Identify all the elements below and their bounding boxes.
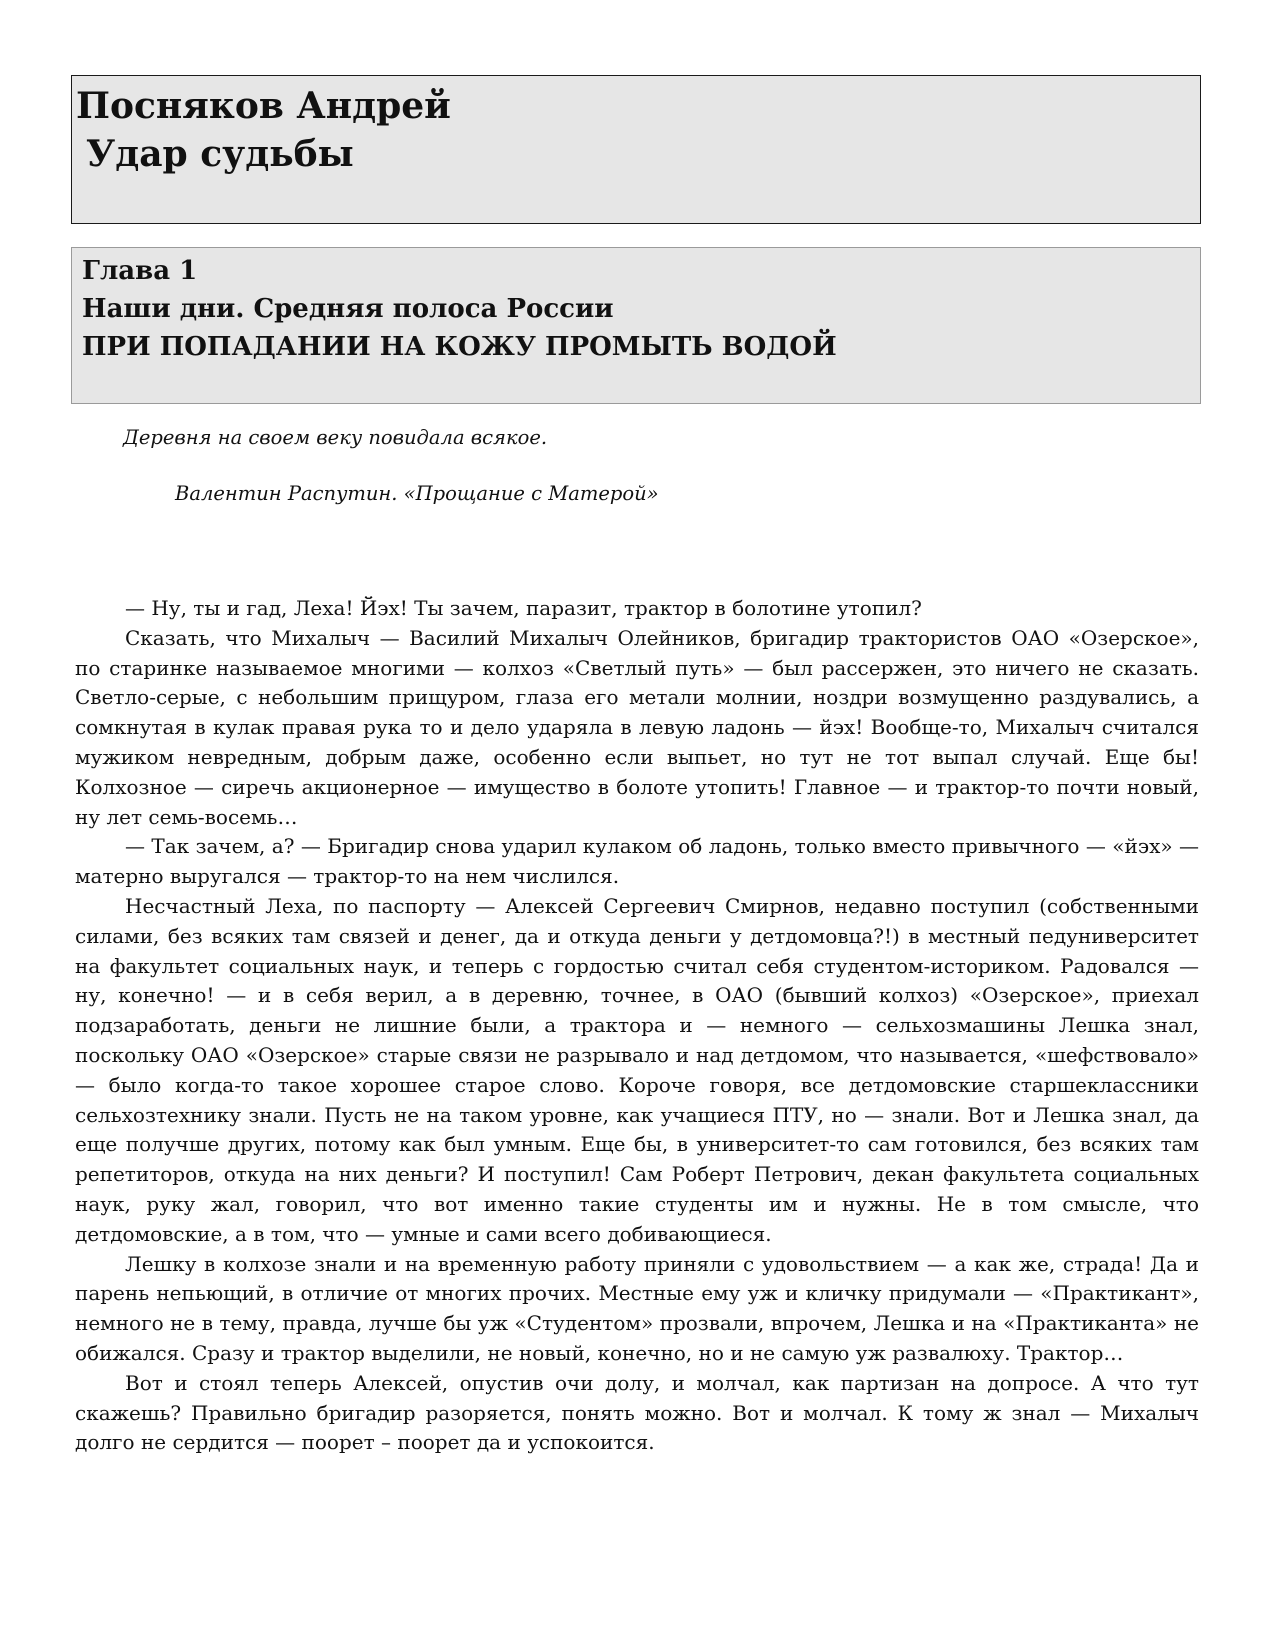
- paragraph: Несчастный Леха, по паспорту — Алексей Сергеевич Смирнов, недавно поступил (собственными силами, без всяких там связей и денег, да и откуда деньги у детдомовца?!) в местный педуниверситет на факультет социальных наук, и теперь с гордостью считал себя студентом-историком. Радовался — ну, конечно! — и в себя верил, а в деревню, точнее, в ОАО (бывший колхоз) «Озерское», приехал подзаработать, деньги не лишние были, а трактора и — немного — сельхозмашины Лешка знал, поскольку ОАО «Озерское» старые связи не разрывало и над детдомом, что называется, «шефствовало» — было когда-то такое хорошее старое слово. Короче говоря, все детдомовские старшеклассники сельхозтехнику знали. Пусть не на таком уровне, как учащиеся ПТУ, но — знали. Вот и Лешка знал, да еще получше других, потому как был умным. Еще бы, в университет-то сам готовился, без всяких там репетиторов, откуда на них деньги? И поступил! Сам Роберт Петрович, декан факультета социальных наук, руку жал, говорил, что вот именно такие студенты им и нужны. Не в том смысле, что детдомовские, а в том, что — умные и сами всего добивающиеся.: [75, 893, 1199, 1246]
- epigraph-quote: Деревня на своем веку повидала всякое.: [123, 426, 548, 449]
- chapter-heading-box: [71, 247, 1201, 404]
- chapter-subtitle: Наши дни. Средняя полоса России: [82, 294, 614, 324]
- paragraph: Вот и стоял теперь Алексей, опустив очи долу, и молчал, как партизан на допросе. А что тут скажешь? Правильно бригадир разоряется, понять можно. Вот и молчал. К тому ж знал — Михалыч долго не сердится — поорет – поорет да и успокоится.: [75, 1370, 1199, 1455]
- paragraph: Сказать, что Михалыч — Василий Михалыч Олейников, бригадир трактористов ОАО «Озерское», по старинке называемое многими — колхоз «Светлый путь» — был рассержен, это ничего не сказать. Светло-серые, с небольшим прищуром, глаза его метали молнии, ноздри возмущенно раздувались, а сомкнутая в кулак правая рука то и дело ударяла в левую ладонь — йэх! Вообще-то, Михалыч считался мужиком невредным, добрым даже, особенно если выпьет, но тут не тот выпал случай. Еще бы! Колхозное — сиречь акционерное — имущество в болоте утопить! Главное — и трактор-то почти новый, ну лет семь-восемь…: [75, 625, 1199, 829]
- chapter-number: Глава 1: [82, 256, 198, 286]
- book-title: Удар судьбы: [86, 133, 354, 175]
- book-title-box: [71, 75, 1201, 224]
- epigraph-author: Валентин Распутин. «Прощание с Матерой»: [175, 482, 659, 505]
- paragraph: — Так зачем, а? — Бригадир снова ударил кулаком об ладонь, только вместо привычного — «йэх» — матерно выругался — трактор-то на нем числился.: [75, 834, 1199, 889]
- paragraph: Лешку в колхозе знали и на временную работу приняли с удовольствием — а как же, страда! Да и парень непьющий, в отличие от многих прочих. Местные ему уж и кличку придумали — «Практикант», немного не в тему, правда, лучше бы уж «Студентом» прозвали, впрочем, Лешка и на «Практиканта» не обижался. Сразу и трактор выделили, не новый, конечно, но и не самую уж развалюху. Трактор…: [75, 1251, 1199, 1365]
- book-author: Посняков Андрей: [76, 85, 451, 127]
- chapter-body: [75, 594, 1199, 1458]
- chapter-heading: ПРИ ПОПАДАНИИ НА КОЖУ ПРОМЫТЬ ВОДОЙ: [82, 332, 837, 362]
- paragraph: — Ну, ты и гад, Леха! Йэх! Ты зачем, паразит, трактор в болотине утопил?: [125, 596, 922, 620]
